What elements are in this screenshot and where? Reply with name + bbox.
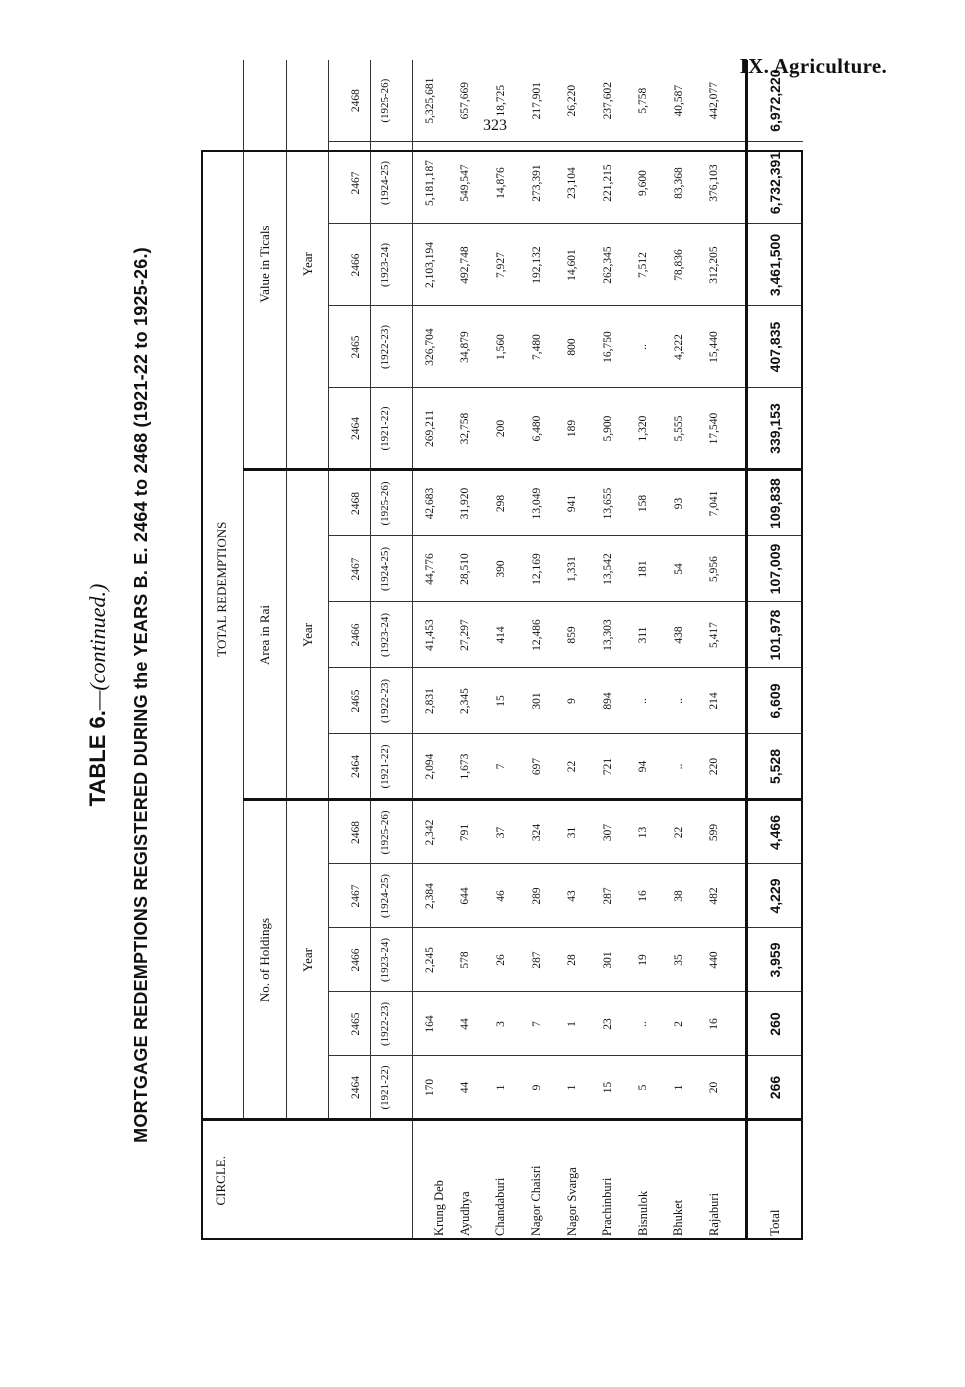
area-cell: 13,542 [590, 536, 626, 602]
year-be: 2465 [350, 1012, 363, 1036]
value-cell: 5,900 [590, 388, 626, 470]
value-cell: 1,320 [625, 388, 661, 470]
redemptions-table [201, 60, 803, 1240]
holdings-cell: 1 [554, 992, 590, 1056]
value-cell: 14,601 [554, 224, 590, 306]
value-cell: 376,103 [696, 142, 732, 224]
value-cell: 4,222 [661, 306, 697, 388]
year-header [329, 992, 412, 1056]
value-cell: 18,725 [483, 60, 519, 142]
year-header [329, 602, 412, 668]
value-cell: 269,211 [412, 388, 448, 470]
circle-name: Krung Deb [431, 1180, 446, 1236]
holdings-cell: 266 [746, 1056, 803, 1120]
year-header [329, 306, 412, 388]
circle-name: Rajaburi [706, 1192, 721, 1236]
area-cell: 12,486 [519, 602, 555, 668]
holdings-cell: 37 [483, 800, 519, 864]
year-ad: (1921-22) [379, 1065, 392, 1110]
table-heading [85, 150, 111, 1240]
holdings-cell: 26 [483, 928, 519, 992]
year-ad: (1921-22) [379, 744, 392, 789]
holdings-cell: 289 [519, 864, 555, 928]
holdings-cell: 16 [696, 992, 732, 1056]
circle-header: CIRCLE. [201, 1120, 412, 1240]
circle-name: Total [746, 1120, 803, 1240]
year-ad: (1922-23) [379, 325, 392, 369]
group-holdings: No. of Holdings [244, 800, 287, 1120]
area-cell: 13,049 [519, 470, 555, 536]
area-cell: 44,776 [412, 536, 448, 602]
area-cell: 93 [661, 470, 697, 536]
value-cell: 200 [483, 388, 519, 470]
area-cell: 6,609 [746, 668, 803, 734]
circle-name: Ayudhya [457, 1191, 472, 1236]
value-cell: 312,205 [696, 224, 732, 306]
value-cell: 6,480 [519, 388, 555, 470]
holdings-cell: 599 [696, 800, 732, 864]
group-value: Value in Ticals [244, 60, 287, 470]
area-cell: 54 [661, 536, 697, 602]
year-ad: (1924-25) [379, 874, 392, 918]
area-cell: .. [625, 668, 661, 734]
value-cell: 7,512 [625, 224, 661, 306]
area-cell: 107,009 [746, 536, 803, 602]
value-cell: 2,103,194 [412, 224, 448, 306]
year-header [329, 1056, 412, 1120]
holdings-cell: 482 [696, 864, 732, 928]
holdings-cell: .. [625, 992, 661, 1056]
area-cell: 697 [519, 734, 555, 800]
value-cell: 34,879 [448, 306, 484, 388]
year-header [329, 668, 412, 734]
holdings-cell: 4,229 [746, 864, 803, 928]
circle-name: Bisnulok [635, 1190, 650, 1236]
area-cell: 7 [483, 734, 519, 800]
year-ad: (1924-25) [379, 161, 392, 205]
holdings-cell: 44 [448, 1056, 484, 1120]
year-ad: (1923-24) [379, 938, 392, 982]
value-cell: 6,972,220 [746, 60, 803, 142]
total-redemptions-header: TOTAL REDEMPTIONS [201, 60, 244, 1120]
holdings-cell: 287 [519, 928, 555, 992]
area-cell: 414 [483, 602, 519, 668]
holdings-cell: 15 [590, 1056, 626, 1120]
year-label: Year [286, 800, 329, 1120]
value-cell: 7,927 [483, 224, 519, 306]
table-row [696, 60, 732, 1240]
value-cell: 5,758 [625, 60, 661, 142]
value-cell: 189 [554, 388, 590, 470]
holdings-cell: 164 [412, 992, 448, 1056]
value-cell: 237,602 [590, 60, 626, 142]
area-cell: 181 [625, 536, 661, 602]
year-label: Year [286, 470, 329, 800]
year-ad: (1925-26) [379, 481, 392, 526]
page-number: 323 [483, 117, 507, 134]
circle-name: Nagor Chaisri [529, 1165, 544, 1236]
area-cell: 1,673 [448, 734, 484, 800]
value-cell: 40,587 [661, 60, 697, 142]
year-header [329, 800, 412, 864]
holdings-cell: 31 [554, 800, 590, 864]
area-cell: 301 [519, 668, 555, 734]
section-header: IX. Agriculture. [739, 54, 887, 78]
year-be: 2465 [350, 689, 363, 713]
holdings-cell: 1 [661, 1056, 697, 1120]
year-header [329, 734, 412, 800]
year-ad: (1922-23) [379, 679, 392, 723]
area-cell: 13,655 [590, 470, 626, 536]
value-cell: 7,480 [519, 306, 555, 388]
value-cell: 221,215 [590, 142, 626, 224]
area-cell: 13,303 [590, 602, 626, 668]
area-cell: 5,956 [696, 536, 732, 602]
area-cell: 214 [696, 668, 732, 734]
area-cell: 5,528 [746, 734, 803, 800]
table-row [661, 60, 697, 1240]
year-header [329, 864, 412, 928]
holdings-cell: 5 [625, 1056, 661, 1120]
value-cell: 326,704 [412, 306, 448, 388]
holdings-cell: 2,342 [412, 800, 448, 864]
holdings-cell: 3 [483, 992, 519, 1056]
area-cell: 94 [625, 734, 661, 800]
area-cell: 859 [554, 602, 590, 668]
area-cell: 9 [554, 668, 590, 734]
year-header [329, 60, 412, 142]
value-cell: 6,732,391 [746, 142, 803, 224]
area-cell: 22 [554, 734, 590, 800]
table-row [483, 60, 519, 1240]
circle-name: Nagor Svarga [564, 1167, 579, 1236]
area-cell: .. [661, 734, 697, 800]
holdings-cell: 644 [448, 864, 484, 928]
area-cell: 31,920 [448, 470, 484, 536]
year-header [329, 536, 412, 602]
year-header [329, 142, 412, 224]
holdings-cell: 791 [448, 800, 484, 864]
holdings-cell: 16 [625, 864, 661, 928]
area-cell: 158 [625, 470, 661, 536]
holdings-cell: 13 [625, 800, 661, 864]
year-be: 2468 [350, 89, 363, 113]
area-cell: 390 [483, 536, 519, 602]
holdings-cell: 9 [519, 1056, 555, 1120]
rotated-table-block [85, 69, 815, 1240]
holdings-cell: 28 [554, 928, 590, 992]
holdings-cell: 301 [590, 928, 626, 992]
circle-name: Chandaburi [493, 1177, 508, 1236]
area-cell: 41,453 [412, 602, 448, 668]
area-cell: 220 [696, 734, 732, 800]
year-be: 2466 [350, 623, 363, 647]
holdings-cell: 3,959 [746, 928, 803, 992]
area-cell: 941 [554, 470, 590, 536]
value-cell: 657,669 [448, 60, 484, 142]
year-label: Year [286, 60, 329, 470]
area-cell: 101,978 [746, 602, 803, 668]
year-be: 2466 [350, 948, 363, 972]
value-cell: 15,440 [696, 306, 732, 388]
holdings-cell: 2,245 [412, 928, 448, 992]
area-cell: 42,683 [412, 470, 448, 536]
holdings-cell: 440 [696, 928, 732, 992]
holdings-cell: 19 [625, 928, 661, 992]
table-row [448, 60, 484, 1240]
table-row [590, 60, 626, 1240]
value-cell: 26,220 [554, 60, 590, 142]
area-cell: 2,345 [448, 668, 484, 734]
holdings-cell: 44 [448, 992, 484, 1056]
value-cell: 9,600 [625, 142, 661, 224]
value-cell: .. [625, 306, 661, 388]
value-cell: 339,153 [746, 388, 803, 470]
year-be: 2468 [350, 821, 363, 844]
year-be: 2468 [350, 492, 363, 515]
holdings-cell: 38 [661, 864, 697, 928]
value-cell: 442,077 [696, 60, 732, 142]
holdings-cell: 23 [590, 992, 626, 1056]
table-row [519, 60, 555, 1240]
table-row [625, 60, 661, 1240]
value-cell: 800 [554, 306, 590, 388]
area-cell: 894 [590, 668, 626, 734]
value-cell: 407,835 [746, 306, 803, 388]
holdings-cell: 307 [590, 800, 626, 864]
holdings-cell: 1 [554, 1056, 590, 1120]
holdings-cell: 324 [519, 800, 555, 864]
holdings-cell: 20 [696, 1056, 732, 1120]
year-be: 2464 [350, 755, 363, 778]
year-ad: (1924-25) [379, 547, 392, 591]
value-cell: 16,750 [590, 306, 626, 388]
holdings-cell: 4,466 [746, 800, 803, 864]
value-cell: 192,132 [519, 224, 555, 306]
holdings-cell: 43 [554, 864, 590, 928]
table-row [412, 60, 448, 1240]
area-cell: 15 [483, 668, 519, 734]
table-row [554, 60, 590, 1240]
holdings-cell: 2 [661, 992, 697, 1056]
area-cell: 438 [661, 602, 697, 668]
value-cell: 273,391 [519, 142, 555, 224]
table-continued: —(continued.) [85, 583, 110, 711]
year-ad: (1923-24) [379, 243, 392, 287]
area-cell: 7,041 [696, 470, 732, 536]
table-number: TABLE 6. [85, 710, 110, 807]
value-cell: 217,901 [519, 60, 555, 142]
year-be: 2467 [350, 557, 363, 581]
area-cell: 311 [625, 602, 661, 668]
year-be: 2467 [350, 171, 363, 195]
area-cell: 2,831 [412, 668, 448, 734]
value-cell: 78,836 [661, 224, 697, 306]
area-cell: 12,169 [519, 536, 555, 602]
total-row [746, 60, 803, 1240]
table-title: MORTGAGE REDEMPTIONS REGISTERED DURING the YEARS B. E. 2464 to 2468 (1921-22 to 1925-26.) [131, 247, 151, 1143]
year-ad: (1922-23) [379, 1002, 392, 1046]
circle-name: Bhuket [671, 1199, 686, 1236]
area-cell: 109,838 [746, 470, 803, 536]
area-cell: 1,331 [554, 536, 590, 602]
holdings-cell: 22 [661, 800, 697, 864]
value-cell: 23,104 [554, 142, 590, 224]
group-area: Area in Rai [244, 470, 287, 800]
holdings-cell: 1 [483, 1056, 519, 1120]
area-cell: 2,094 [412, 734, 448, 800]
value-cell: 5,325,681 [412, 60, 448, 142]
value-cell: 83,368 [661, 142, 697, 224]
area-cell: 28,510 [448, 536, 484, 602]
year-header [329, 928, 412, 992]
value-cell: 5,555 [661, 388, 697, 470]
value-cell: 492,748 [448, 224, 484, 306]
holdings-cell: 170 [412, 1056, 448, 1120]
holdings-cell: 35 [661, 928, 697, 992]
value-cell: 3,461,500 [746, 224, 803, 306]
value-cell: 1,560 [483, 306, 519, 388]
year-header [329, 470, 412, 536]
value-cell: 5,181,187 [412, 142, 448, 224]
area-cell: 298 [483, 470, 519, 536]
year-be: 2465 [350, 335, 363, 359]
holdings-cell: 260 [746, 992, 803, 1056]
year-ad: (1925-26) [379, 810, 392, 855]
year-ad: (1923-24) [379, 613, 392, 657]
year-be: 2464 [350, 417, 363, 440]
year-be: 2466 [350, 253, 363, 277]
year-ad: (1921-22) [379, 406, 392, 451]
year-header [329, 388, 412, 470]
area-cell: 721 [590, 734, 626, 800]
value-cell: 32,758 [448, 388, 484, 470]
holdings-cell: 7 [519, 992, 555, 1056]
holdings-cell: 46 [483, 864, 519, 928]
circle-name: Prachinburi [600, 1177, 615, 1236]
value-cell: 262,345 [590, 224, 626, 306]
area-cell: .. [661, 668, 697, 734]
year-be: 2467 [350, 884, 363, 908]
value-cell: 17,540 [696, 388, 732, 470]
year-header [329, 224, 412, 306]
holdings-cell: 578 [448, 928, 484, 992]
area-cell: 5,417 [696, 602, 732, 668]
value-cell: 14,876 [483, 142, 519, 224]
holdings-cell: 2,384 [412, 864, 448, 928]
year-ad: (1925-26) [379, 78, 392, 123]
holdings-cell: 287 [590, 864, 626, 928]
value-cell: 549,547 [448, 142, 484, 224]
year-be: 2464 [350, 1076, 363, 1099]
area-cell: 27,297 [448, 602, 484, 668]
